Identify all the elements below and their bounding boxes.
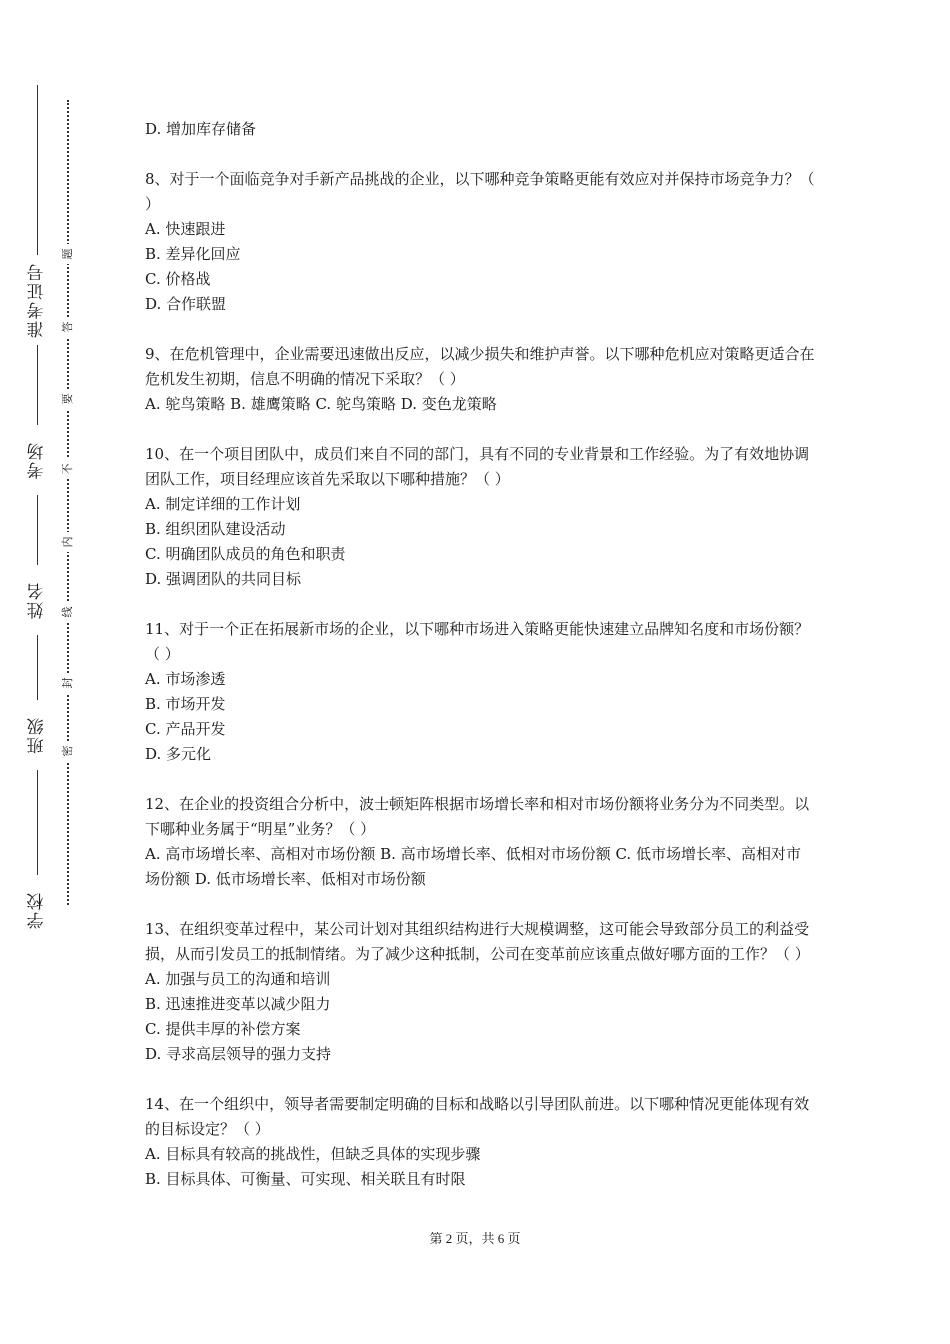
exam-room-label: 考场 xyxy=(18,425,56,495)
question-14 xyxy=(145,1092,815,1192)
option: C. 提供丰厚的补偿方案 xyxy=(145,1020,301,1038)
seal-char: 密 xyxy=(59,741,77,761)
seal-char: 题 xyxy=(59,244,77,264)
question-stem: 10、在一个项目团队中，成员们来自不同的部门，具有不同的专业背景和工作经验。为了有效地协调团队工作，项目经理应该首先采取以下哪种措施？（ ） xyxy=(145,445,810,488)
option: C. 明确团队成员的角色和职责 xyxy=(145,545,346,563)
seal-char: 线 xyxy=(59,602,77,622)
seal-line xyxy=(67,100,69,905)
fill-in-line xyxy=(37,85,38,945)
question-11 xyxy=(145,617,815,767)
option: D. 增加库存储备 xyxy=(145,120,257,138)
option: B. 差异化回应 xyxy=(145,245,241,263)
student-info-strip xyxy=(0,0,60,1344)
question-7-tail xyxy=(145,117,815,142)
option: A. 市场渗透 xyxy=(145,670,226,688)
question-12 xyxy=(145,792,815,892)
question-13 xyxy=(145,917,815,1067)
question-10 xyxy=(145,442,815,592)
option: A. 快速跟进 xyxy=(145,220,226,238)
option: A. 目标具有较高的挑战性，但缺乏具体的实现步骤 xyxy=(145,1145,481,1163)
question-list xyxy=(145,117,815,1217)
option: C. 产品开发 xyxy=(145,720,226,738)
option: B. 目标具体、可衡量、可实现、相关联且有时限 xyxy=(145,1170,466,1188)
question-8 xyxy=(145,167,815,317)
question-stem: 8、对于一个面临竞争对手新产品挑战的企业，以下哪种竞争策略更能有效应对并保持市场竞争力？（ ） xyxy=(145,170,815,213)
option: C. 价格战 xyxy=(145,270,211,288)
option: B. 组织团队建设活动 xyxy=(145,520,286,538)
options-inline: A. 鸵鸟策略 B. 雄鹰策略 C. 鸵鸟策略 D. 变色龙策略 xyxy=(145,395,497,413)
question-stem: 14、在一个组织中，领导者需要制定明确的目标和战略以引导团队前进。以下哪种情况更能体现有效的目标设定？（ ） xyxy=(145,1095,810,1138)
binding-margin xyxy=(0,0,110,1344)
admission-number-label: 准考证号 xyxy=(18,255,56,345)
option: D. 强调团队的共同目标 xyxy=(145,570,302,588)
seal-char: 不 xyxy=(59,459,77,479)
school-label: 学校 xyxy=(18,875,56,945)
seal-char: 封 xyxy=(59,673,77,693)
seal-char: 要 xyxy=(59,389,77,409)
option: A. 制定详细的工作计划 xyxy=(145,495,301,513)
options-inline: A. 高市场增长率、高相对市场份额 B. 高市场增长率、低相对市场份额 C. 低市场增长率、高相对市场份额 D. 低市场增长率、低相对市场份额 xyxy=(145,845,801,888)
option: D. 寻求高层领导的强力支持 xyxy=(145,1045,332,1063)
option: B. 迅速推进变革以减少阻力 xyxy=(145,995,331,1013)
option: D. 合作联盟 xyxy=(145,295,227,313)
question-stem: 11、对于一个正在拓展新市场的企业，以下哪种市场进入策略更能快速建立品牌知名度和市场份额？（ ） xyxy=(145,620,810,663)
question-9 xyxy=(145,342,815,417)
option: B. 市场开发 xyxy=(145,695,226,713)
question-stem: 9、在危机管理中，企业需要迅速做出反应，以减少损失和维护声誉。以下哪种危机应对策略更适合在危机发生初期，信息不明确的情况下采取？（ ） xyxy=(145,345,815,388)
option: D. 多元化 xyxy=(145,745,212,763)
seal-char: 答 xyxy=(59,317,77,337)
question-stem: 13、在组织变革过程中，某公司计划对其组织结构进行大规模调整，这可能会导致部分员工的利益受损，从而引发员工的抵制情绪。为了减少这种抵制，公司在变革前应该重点做好哪方面的工作？（ ） xyxy=(145,920,810,963)
name-label: 姓名 xyxy=(18,565,56,635)
page-number: 第 2 页，共 6 页 xyxy=(429,1231,521,1246)
question-stem: 12、在企业的投资组合分析中，波士顿矩阵根据市场增长率和相对市场份额将业务分为不同类型。以下哪种业务属于“明星”业务？（ ） xyxy=(145,795,810,838)
seal-char: 内 xyxy=(59,532,77,552)
class-label: 班级 xyxy=(18,700,56,770)
option: A. 加强与员工的沟通和培训 xyxy=(145,970,331,988)
